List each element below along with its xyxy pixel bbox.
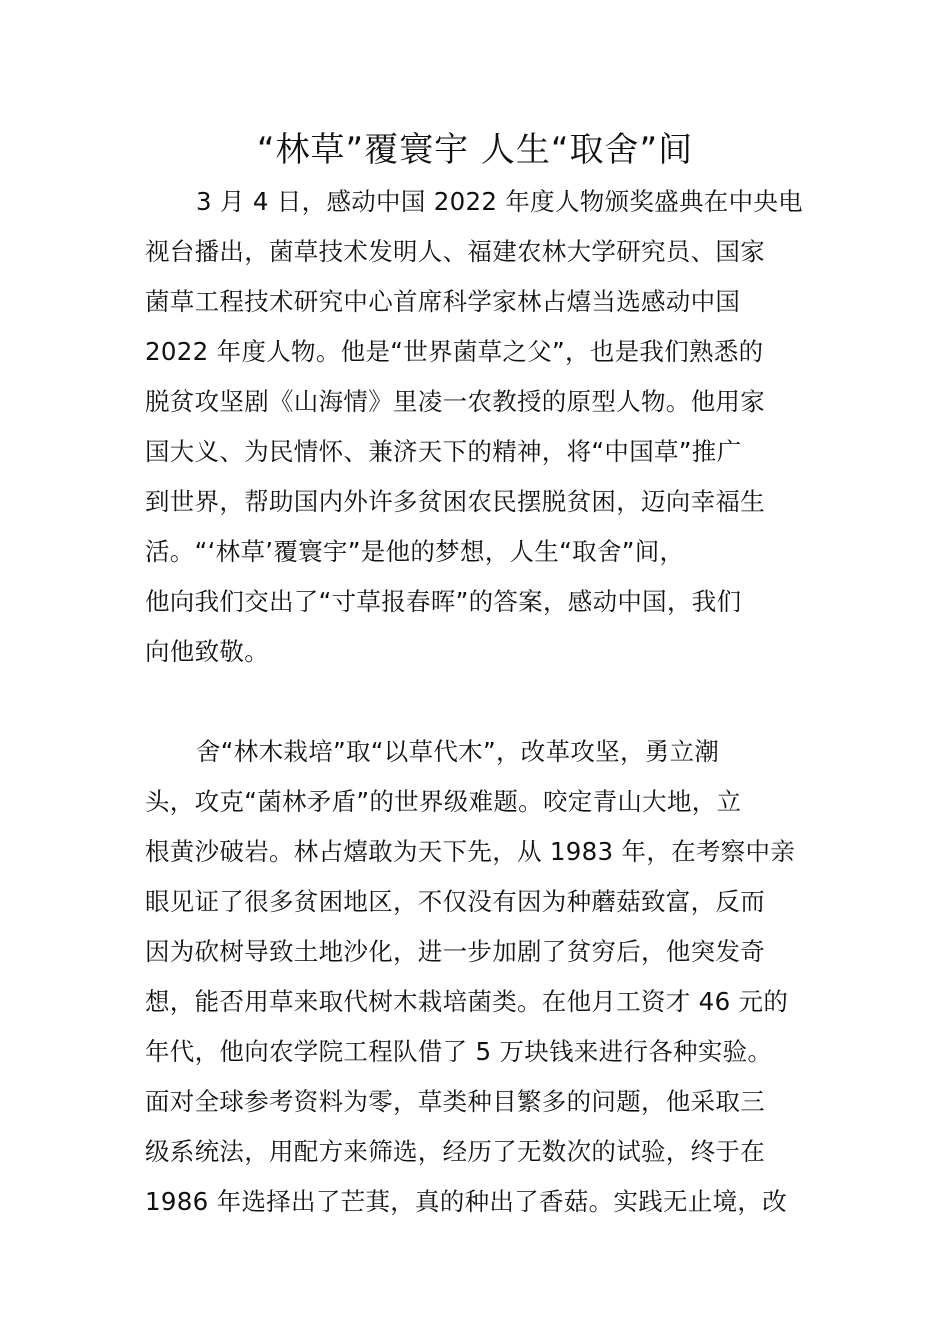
paragraph-2-line-3: 根黄沙破岩。林占熺敢为天下先，从 1983 年，在考察中亲 — [145, 837, 796, 866]
paragraph-1-line-7: 到世界，帮助国内外许多贫困农民摆脱贫困，迈向幸福生 — [145, 487, 765, 516]
paragraph-2-line-10: 1986 年选择出了芒萁，真的种出了香菇。实践无止境，改 — [145, 1187, 788, 1216]
paragraph-2-line-8: 面对全球参考资料为零，草类种目繁多的问题，他采取三 — [145, 1087, 765, 1116]
paragraph-2-line-5: 因为砍树导致土地沙化，进一步加剧了贫穷后，他突发奇 — [145, 937, 765, 966]
paragraph-1-line-3: 菌草工程技术研究中心首席科学家林占熺当选感动中国 — [145, 287, 741, 316]
paragraph-2-line-2: 头，攻克“菌林矛盾”的世界级难题。咬定青山大地，立 — [145, 787, 742, 816]
paragraph-1-line-8: 活。“‘林草’覆寰宇”是他的梦想，人生“取舍”间， — [145, 537, 685, 566]
paragraph-2-line-4: 眼见证了很多贫困地区，不仅没有因为种蘑菇致富，反而 — [145, 887, 765, 916]
paragraph-2-line-1: 舍“林木栽培”取“以草代木”，改革攻坚，勇立潮 — [196, 737, 720, 766]
paragraph-1-line-6: 国大义、为民情怀、兼济天下的精神，将“中国草”推广 — [145, 437, 742, 466]
document-title: “林草”覆寰宇 人生“取舍”间 — [256, 130, 694, 170]
paragraph-1-line-1: 3 月 4 日，感动中国 2022 年度人物颁奖盛典在中央电 — [196, 187, 803, 216]
paragraph-2-line-7: 年代，他向农学院工程队借了 5 万块钱来进行各种实验。 — [145, 1037, 773, 1066]
paragraph-1-line-5: 脱贫攻坚剧《山海情》里凌一农教授的原型人物。他用家 — [145, 387, 765, 416]
paragraph-1-line-2: 视台播出，菌草技术发明人、福建农林大学研究员、国家 — [145, 237, 765, 266]
paragraph-1-line-4: 2022 年度人物。他是“世界菌草之父”，也是我们熟悉的 — [145, 337, 764, 366]
paragraph-1-line-9: 他向我们交出了“寸草报春晖”的答案，感动中国，我们 — [145, 587, 742, 616]
paragraph-2-line-6: 想，能否用草来取代树木栽培菌类。在他月工资才 46 元的 — [145, 987, 789, 1016]
paragraph-2-line-9: 级系统法，用配方来筛选，经历了无数次的试验，终于在 — [145, 1137, 765, 1166]
paragraph-1-line-10: 向他致敬。 — [145, 637, 269, 666]
